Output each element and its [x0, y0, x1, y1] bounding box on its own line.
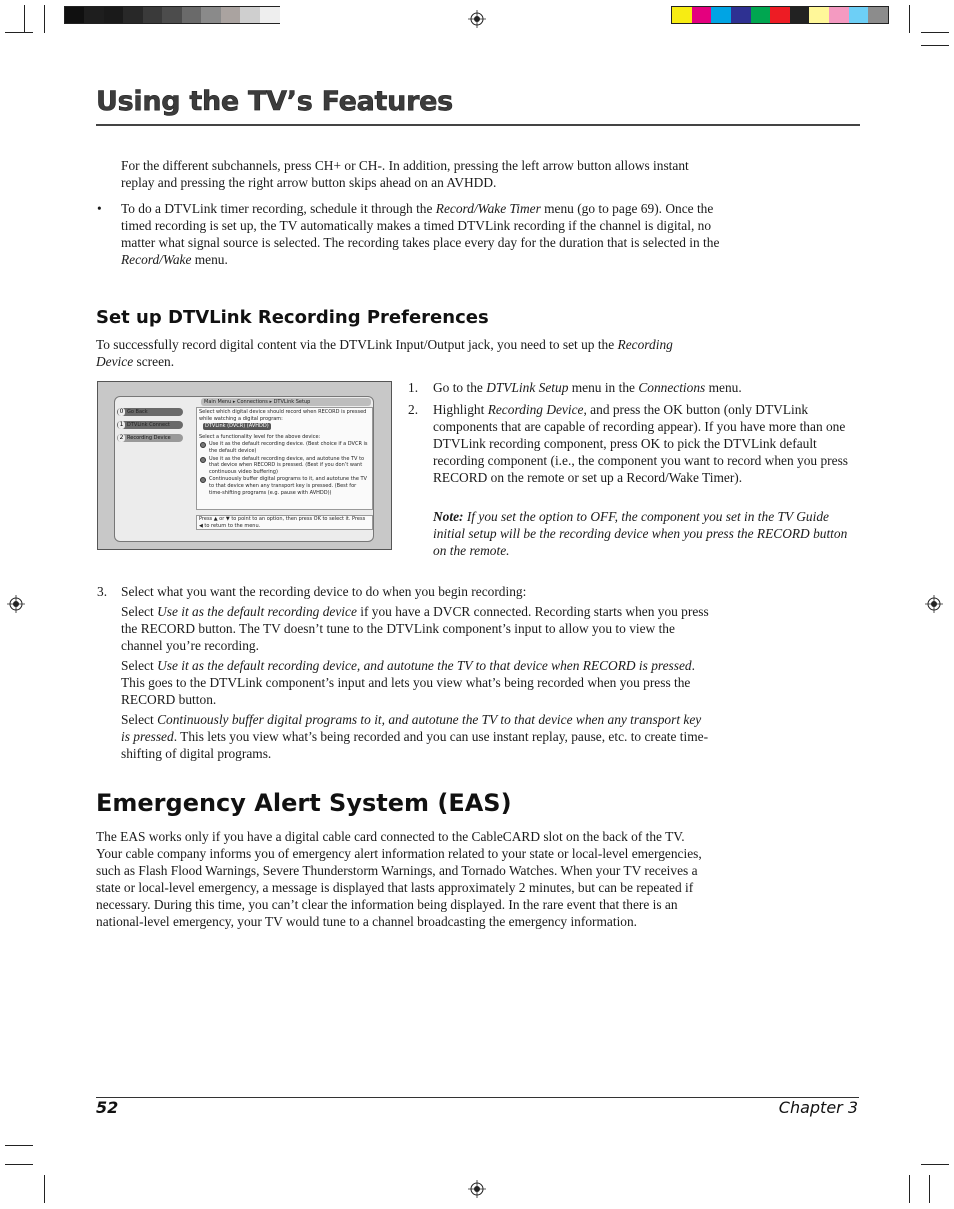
functionality-prompt: Select a functionality level for the above device: [199, 433, 321, 440]
step-1-number: 1. [408, 380, 419, 395]
color-swatch [65, 7, 85, 23]
step-2-number: 2. [408, 402, 419, 417]
color-swatch [711, 7, 731, 23]
color-swatch [790, 7, 810, 23]
help-box: Press ▲ or ▼ to point to an option, then press OK to select it. Press ◀ to return to the menu. [196, 515, 373, 530]
color-swatch [260, 7, 280, 23]
chapter-label: Chapter 3 [778, 1098, 858, 1117]
menu-item-dtvlink-connect[interactable]: 1 DTVLink Connect [117, 421, 183, 429]
step-3: Select what you want the recording device to do when you begin recording: [121, 584, 527, 599]
section1-intro: To successfully record digital content via the DTVLink Input/Output jack, you need to set up the Recording Device screen. [96, 337, 673, 369]
color-swatch [849, 7, 869, 23]
color-swatch [692, 7, 712, 23]
option-radio-icon[interactable] [200, 457, 206, 463]
footer-rule [96, 1097, 859, 1098]
page-title: Using the TV’s Features [96, 86, 453, 117]
color-swatch [829, 7, 849, 23]
bullet-symbol: • [97, 201, 102, 216]
menu-panel [114, 396, 374, 542]
step-3-option-3: Select Continuously buffer digital programs to it, and autotune the TV to that device when any transport key is pressed. This lets you view what’s being recorded and you can use instant replay, pause, etc. to create time-shifting of digital programs. [121, 712, 709, 761]
color-swatch [731, 7, 751, 23]
color-swatch [672, 7, 692, 23]
step-3-number: 3. [97, 584, 108, 599]
color-swatch [84, 7, 104, 23]
color-swatch [182, 7, 202, 23]
process-color-bar [671, 6, 889, 24]
device-prompt: Select which digital device should record when RECORD is pressed while watching a digital program: [199, 409, 367, 422]
note: Note: If you set the option to OFF, the component you set in the TV Guide initial setup will be the recording device when you press the RECORD button on the remote. [433, 509, 848, 558]
color-swatch [162, 7, 182, 23]
registration-mark-left-icon [7, 595, 25, 613]
grayscale-bar [64, 6, 280, 24]
section-heading-dtvlink: Set up DTVLink Recording Preferences [96, 307, 489, 328]
recording-device-screenshot [97, 381, 392, 550]
breadcrumb: Main Menu ▸ Connections ▸ DTVLink Setup [201, 398, 371, 406]
option-radio-icon[interactable] [200, 442, 206, 448]
color-swatch [809, 7, 829, 23]
intro-paragraph: For the different subchannels, press CH+ or CH-. In addition, pressing the left arrow button allows instant replay and pressing the right arrow button skips ahead on an AVHDD. [121, 158, 689, 190]
registration-mark-right-icon [925, 595, 943, 613]
step-1: Go to the DTVLink Setup menu in the Connections menu. [433, 380, 742, 395]
option-default-recording[interactable]: Use it as the default recording device. (Best choice if a DVCR is the default device) [209, 441, 368, 454]
color-swatch [201, 7, 221, 23]
color-swatch [104, 7, 124, 23]
section-heading-eas: Emergency Alert System (EAS) [96, 789, 512, 817]
option-continuous-buffer[interactable]: Continuously buffer digital programs to it, and autotune the TV to that device when any transport key is pressed. (Best for time-shifting programs (e.g. pause with AVHDD)) [209, 476, 367, 496]
color-swatch [123, 7, 143, 23]
page-number: 52 [96, 1098, 119, 1117]
menu-item-recording-device[interactable]: 2 Recording Device [117, 434, 183, 442]
eas-paragraph: The EAS works only if you have a digital cable card connected to the CableCARD slot on the back of the TV. Your cable company informs you of emergency alert information related to your state or local-level emergencies, such as Flash Flood Warnings, Severe Thunderstorm Warnings, and Tornado Watches. When your TV receives a state or local-level emergency, a message is displayed that lasts approximately 2 minutes, but can be repeated if necessary. During this time, you can’t clear the information being displayed. In the rare event that there is an national-level emergency, your TV would tune to a channel broadcasting the emergency information. [96, 829, 702, 929]
step-3-option-1: Select Use it as the default recording device if you have a DVCR connected. Recording starts when you press the RECORD button. The TV doesn’t tune to the DTVLink component’s input to allow you to view the channel you’re recording. [121, 604, 709, 653]
registration-mark-bottom-icon [468, 1180, 486, 1198]
selected-device-field[interactable]: DTVLink (DVCR) (AVHDD) [205, 423, 269, 430]
registration-mark-top-icon [468, 10, 486, 28]
color-swatch [221, 7, 241, 23]
color-swatch [751, 7, 771, 23]
step-3-option-2: Select Use it as the default recording device, and autotune the TV to that device when RECORD is pressed. This goes to the DTVLink component’s input and lets you view what’s being recorded when you press the RECORD button. [121, 658, 695, 707]
color-swatch [770, 7, 790, 23]
option-radio-icon[interactable] [200, 477, 206, 483]
options-box [196, 407, 373, 510]
menu-item-go-back[interactable]: 0 Go Back [117, 408, 183, 416]
option-autotune-record[interactable]: Use it as the default recording device, and autotune the TV to that device when RECORD is pressed. (Best if you don’t want continuous video buffering) [209, 455, 365, 475]
color-swatch [868, 7, 888, 23]
color-swatch [240, 7, 260, 23]
bullet-paragraph: To do a DTVLink timer recording, schedule it through the Record/Wake Timer menu (go to page 69). Once the timed recording is set up, the TV automatically makes a timed DTVLink recording if the channel is digital, no matter what signal source is selected. The recording takes place every day for the duration that is selected in the Record/Wake menu. [121, 201, 720, 267]
title-rule [96, 124, 860, 126]
step-2: Highlight Recording Device, and press the OK button (only DTVLink components that are capable of recording appear). If you have more than one DTVLink recording component, press OK to pick the DTVLink default recording component (i.e., the component you want to record when you press RECORD on the remote or set up a Record/Wake Timer). [433, 402, 848, 485]
color-swatch [143, 7, 163, 23]
